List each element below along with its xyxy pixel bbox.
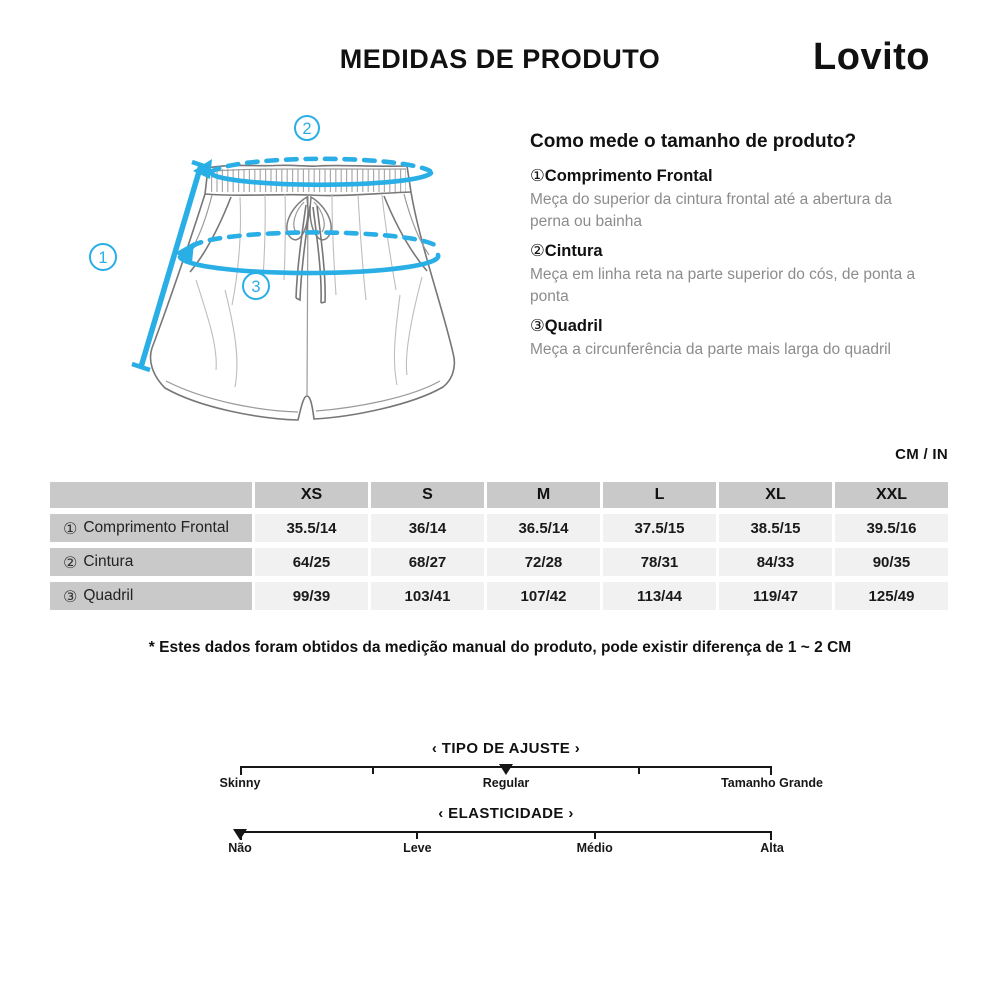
col-header-xxl: XXL [835, 482, 948, 508]
table-value: 38.5/15 [719, 514, 832, 542]
table-corner-cell [50, 482, 252, 508]
col-header-l: L [603, 482, 716, 508]
shorts-illustration [151, 165, 455, 420]
guide-item-title [530, 316, 960, 336]
scale-label-regular: Regular [482, 776, 530, 790]
scale-tick [638, 766, 640, 774]
guide-item-front-length [530, 166, 960, 234]
scale-label-skinny: Skinny [219, 776, 261, 790]
guide-item-desc: Meça do superior da cintura frontal até a abertura da perna ou bainha [530, 191, 892, 231]
row-header-waist [50, 548, 252, 576]
shorts-measurement-diagram [70, 105, 520, 445]
guide-item-title [530, 166, 960, 186]
elasticity-marker-icon [233, 829, 247, 840]
col-header-xs: XS [255, 482, 368, 508]
guide-item-label: Comprimento Frontal [544, 167, 713, 185]
svg-text:3: 3 [251, 278, 261, 296]
table-value: 78/31 [603, 548, 716, 576]
scale-label-medio: Médio [576, 841, 613, 855]
circled-number: ① [63, 518, 78, 538]
guide-item-title [530, 241, 960, 261]
table-value: 35.5/14 [255, 514, 368, 542]
guide-item-label: Cintura [544, 241, 603, 260]
col-header-xl: XL [719, 482, 832, 508]
circled-number: ① [530, 166, 545, 185]
fit-type-scale-line [240, 766, 772, 768]
row-label: Quadril [83, 587, 134, 604]
table-value: 103/41 [371, 582, 484, 610]
scale-label-alta: Alta [760, 841, 784, 855]
table-value: 39.5/16 [835, 514, 948, 542]
annotation-badge-1 [90, 244, 116, 270]
scale-label-tamanho-grande: Tamanho Grande [721, 776, 823, 790]
table-value: 99/39 [255, 582, 368, 610]
fit-scales [219, 740, 823, 856]
svg-text:1: 1 [98, 249, 108, 267]
drawstring-bow [287, 197, 331, 303]
svg-text:2: 2 [302, 120, 312, 138]
measuring-guide [530, 131, 960, 361]
elasticity-scale-line [240, 831, 772, 833]
measurement-disclaimer: * Estes dados foram obtidos da medição manual do produto, pode existir diferença de 1 ~ 2 CM [148, 639, 852, 656]
scale-label-nao: Não [228, 841, 252, 855]
fit-type-marker-icon [499, 764, 513, 775]
row-header-front-length [50, 514, 252, 542]
scale-tick [770, 831, 772, 840]
table-value: 90/35 [835, 548, 948, 576]
annotation-badge-3 [243, 273, 269, 299]
table-value: 107/42 [487, 582, 600, 610]
guide-heading: Como mede o tamanho de produto? [530, 131, 857, 152]
scale-tick [770, 766, 772, 775]
guide-item-hip [530, 316, 960, 361]
table-value: 36/14 [371, 514, 484, 542]
scale-tick [416, 831, 418, 839]
size-table [50, 482, 948, 610]
table-value: 64/25 [255, 548, 368, 576]
elasticity-title: ‹ ELASTICIDADE › [438, 805, 574, 822]
col-header-m: M [487, 482, 600, 508]
table-value: 125/49 [835, 582, 948, 610]
scale-tick [240, 766, 242, 775]
circled-number: ② [63, 552, 78, 572]
circled-number: ③ [530, 315, 545, 335]
fit-type-title: ‹ TIPO DE AJUSTE › [431, 740, 581, 757]
elasticity-scale [228, 805, 784, 856]
circled-number: ③ [63, 586, 78, 606]
table-value: 72/28 [487, 548, 600, 576]
unit-label: CM / IN [895, 446, 948, 463]
elasticity-labels [228, 841, 784, 856]
guide-item-waist [530, 241, 960, 309]
table-value: 68/27 [371, 548, 484, 576]
scale-tick [594, 831, 596, 839]
table-value: 119/47 [719, 582, 832, 610]
brand-logo: Lovito [813, 36, 930, 78]
guide-item-desc: Meça em linha reta na parte superior do cós, de ponta a ponta [530, 265, 916, 306]
annotation-badge-2 [295, 116, 319, 140]
guide-item-desc: Meça a circunferência da parte mais larga do quadril [530, 340, 891, 358]
guide-item-label: Quadril [544, 316, 603, 335]
row-label: Cintura [83, 553, 134, 570]
table-value: 113/44 [603, 582, 716, 610]
fit-type-scale [219, 740, 823, 791]
table-value: 36.5/14 [487, 514, 600, 542]
circled-number: ② [530, 240, 545, 260]
fit-type-labels [219, 776, 823, 791]
page-title: MEDIDAS DE PRODUTO [339, 44, 661, 74]
table-value: 84/33 [719, 548, 832, 576]
table-value: 37.5/15 [603, 514, 716, 542]
row-label: Comprimento Frontal [83, 519, 229, 536]
hip-measure-ellipse [175, 232, 438, 273]
row-header-hip [50, 582, 252, 610]
scale-label-leve: Leve [403, 841, 432, 855]
col-header-s: S [371, 482, 484, 508]
scale-tick [372, 766, 374, 774]
